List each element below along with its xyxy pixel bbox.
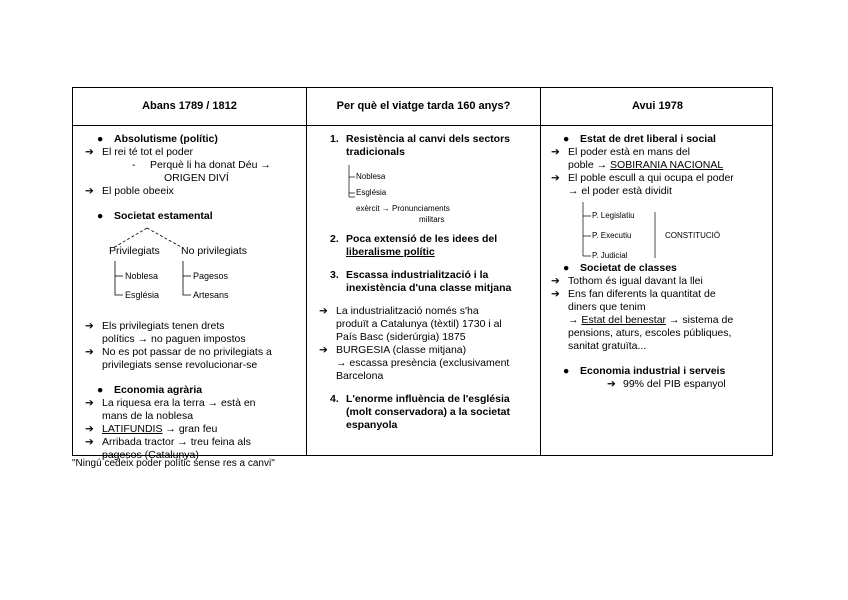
tree-church: Església <box>125 290 160 300</box>
text-line: polítics → no paguen impostos <box>102 333 246 345</box>
heading-classes: Societat de classes <box>580 262 677 274</box>
arrow-icon: ➔ <box>85 146 94 158</box>
heading-estate: Societat estamental <box>114 210 213 222</box>
reason-4: L'enorme influència de l'església <box>346 393 510 405</box>
power-judicial: P. Judicial <box>592 251 628 260</box>
text-line: ORIGEN DIVÍ <box>164 172 229 184</box>
arrow-icon: ➔ <box>85 423 94 435</box>
heading-absolutism: Absolutisme (polític) <box>114 133 218 145</box>
text-line: El poble obeeix <box>102 185 174 197</box>
arrow-icon: ➔ <box>85 397 94 409</box>
bullet-icon: ● <box>97 133 104 145</box>
tree-artisans: Artesans <box>193 290 229 300</box>
traditional-sectors-tree <box>319 159 534 215</box>
latifundis-term: LATIFUNDIS <box>102 423 163 435</box>
text-line: El rei té tot el poder <box>102 146 194 158</box>
sector-army: exèrcit → Pronunciaments <box>356 204 450 213</box>
heading-state: Estat de dret liberal i social <box>580 133 716 145</box>
column-divider <box>540 88 541 455</box>
arrow-icon: ➔ <box>551 172 560 184</box>
text-line: Perquè li ha donat Déu → <box>150 159 271 171</box>
bullet-icon: ● <box>97 384 104 396</box>
number-2: 2. <box>330 233 339 245</box>
number-4: 4. <box>330 393 339 405</box>
heading-economy-today: Economia industrial i serveis <box>580 365 726 377</box>
text-line: Ens fan diferents la quantitat de <box>568 288 716 300</box>
sector-nobility: Noblesa <box>356 172 386 181</box>
reason-2-cont: liberalisme polític <box>346 246 435 258</box>
text-line: pensions, aturs, escoles públiques, <box>568 327 732 339</box>
text-line: Els privilegiats tenen drets <box>102 320 225 332</box>
reason-1: Resistència al canvi dels sectors <box>346 133 511 145</box>
column-today <box>551 133 769 391</box>
arrow-icon: ➔ <box>607 378 616 390</box>
number-3: 3. <box>330 269 339 281</box>
text-line: → sistema de <box>666 314 734 326</box>
text-line: El poble escull a qui ocupa el poder <box>568 172 734 184</box>
welfare-term: Estat del benestar <box>581 314 667 326</box>
dash-icon: - <box>132 159 136 171</box>
text-line: El poder està en mans del <box>568 146 690 158</box>
reason-4-cont: (molt conservadora) a la societat <box>346 406 510 418</box>
sector-church: Església <box>356 188 387 197</box>
tree-nobility: Noblesa <box>125 271 159 281</box>
text-line: Arribada tractor → treu feina als <box>102 436 251 448</box>
text-line: → el poder està dividit <box>568 185 672 197</box>
header-before: Abans 1789 / 1812 <box>142 100 237 113</box>
arrow-icon: ➔ <box>85 346 94 358</box>
text-line: produït a Catalunya (tèxtil) 1730 i al <box>336 318 502 330</box>
tree-peasants: Pagesos <box>193 271 229 281</box>
arrow-icon: ➔ <box>319 344 328 356</box>
text-line: 99% del PIB espanyol <box>623 378 726 390</box>
reason-1-cont: tradicionals <box>346 146 405 158</box>
tree-lines <box>551 198 751 262</box>
bullet-icon: ● <box>563 365 570 377</box>
header-divider <box>73 125 772 126</box>
text-line: → <box>568 314 582 326</box>
estate-tree <box>85 223 300 320</box>
text-line: sanitat gratuïta... <box>568 340 647 352</box>
header-today: Avui 1978 <box>632 100 683 113</box>
tree-nonprivileged: No privilegiats <box>181 245 247 257</box>
heading-economy: Economia agrària <box>114 384 203 396</box>
reason-3-cont: inexistència d'una classe mitjana <box>346 282 512 294</box>
text-line: Barcelona <box>336 370 384 382</box>
text-line: Tothom és igual davant la llei <box>568 275 703 287</box>
bullet-icon: ● <box>97 210 104 222</box>
text-line: mans de la noblesa <box>102 410 194 422</box>
powers-tree <box>551 198 769 262</box>
text-line: País Basc (siderúrgia) 1875 <box>336 331 466 343</box>
arrow-icon: ➔ <box>551 146 560 158</box>
text-line: diners que tenim <box>568 301 646 313</box>
reason-3: Escassa industrialització i la <box>346 269 489 281</box>
reason-2: Poca extensió de les idees del <box>346 233 498 245</box>
column-before <box>85 133 300 462</box>
column-divider <box>306 88 307 455</box>
arrow-icon: ➔ <box>85 185 94 197</box>
number-1: 1. <box>330 133 339 145</box>
power-executive: P. Executiu <box>592 231 632 240</box>
arrow-icon: ➔ <box>319 305 328 317</box>
constitution-label: CONSTITUCIÓ <box>665 231 721 240</box>
text-line: La industrialització només s'ha <box>336 305 479 317</box>
arrow-icon: ➔ <box>85 320 94 332</box>
text-line: → gran feu <box>162 423 218 435</box>
text-line: BURGESIA (classe mitjana) <box>336 344 467 356</box>
sovereignty-term: SOBIRANIA NACIONAL <box>610 159 724 171</box>
header-why: Per què el viatge tarda 160 anys? <box>336 100 511 113</box>
bullet-icon: ● <box>563 133 570 145</box>
tree-privileged: Privilegiats <box>109 245 160 257</box>
arrow-icon: ➔ <box>85 436 94 448</box>
bullet-icon: ● <box>563 262 570 274</box>
footer-quote: "Ningú cedeix poder polític sense res a canvi" <box>72 458 275 469</box>
text-line: pagesos (Catalunya) <box>102 449 199 461</box>
reason-4-cont: espanyola <box>346 419 398 431</box>
arrow-icon: ➔ <box>551 275 560 287</box>
text-line: poble → <box>568 159 611 171</box>
text-line: privilegiats sense revolucionar-se <box>102 359 258 371</box>
text-line: La riquesa era la terra → està en <box>102 397 256 409</box>
arrow-icon: ➔ <box>551 288 560 300</box>
sector-army-cont: militars <box>419 215 445 224</box>
text-line: No es pot passar de no privilegiats a <box>102 346 272 358</box>
power-legislative: P. Legislatiu <box>592 211 635 220</box>
column-why <box>319 133 534 432</box>
text-line: → escassa presència (exclusivament <box>336 357 510 369</box>
comparison-table <box>72 87 773 461</box>
